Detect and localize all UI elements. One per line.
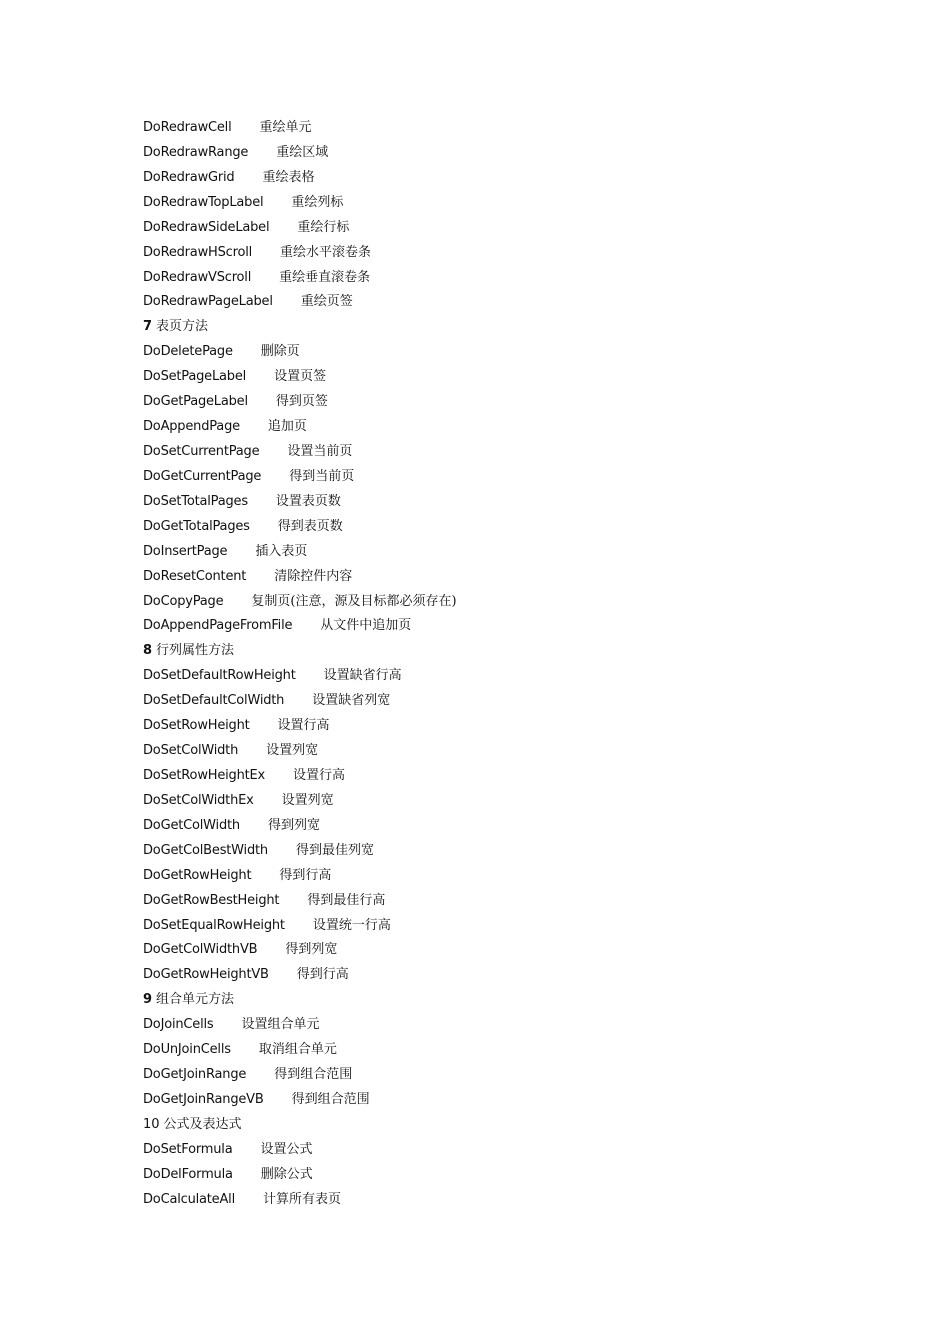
method-name: DoGetColWidthVB bbox=[143, 942, 258, 958]
method-entry bbox=[143, 490, 903, 515]
method-entry bbox=[143, 914, 903, 939]
method-name: DoGetColWidth bbox=[143, 817, 240, 833]
method-name: DoGetColBestWidth bbox=[143, 842, 268, 858]
method-description: 得到表页数 bbox=[277, 518, 343, 534]
method-description: 设置列宽 bbox=[266, 743, 319, 759]
method-description: 清除控件内容 bbox=[274, 568, 353, 584]
method-description: 得到组合范围 bbox=[291, 1091, 370, 1107]
method-description: 删除公式 bbox=[260, 1166, 313, 1182]
method-name: DoGetTotalPages bbox=[143, 518, 250, 534]
method-entry bbox=[143, 590, 903, 615]
section-heading bbox=[143, 988, 903, 1013]
method-entry bbox=[143, 166, 903, 191]
method-entry bbox=[143, 241, 903, 266]
method-name: DoSetCurrentPage bbox=[143, 443, 260, 459]
method-entry bbox=[143, 1088, 903, 1113]
method-entry bbox=[143, 1188, 903, 1213]
method-name: DoSetColWidthEx bbox=[143, 792, 254, 808]
method-entry bbox=[143, 1038, 903, 1063]
method-entry bbox=[143, 938, 903, 963]
method-entry bbox=[143, 216, 903, 241]
method-description: 设置列宽 bbox=[281, 792, 334, 808]
method-description: 插入表页 bbox=[255, 543, 308, 559]
method-description: 设置缺省行高 bbox=[323, 668, 402, 684]
method-entry bbox=[143, 1063, 903, 1088]
method-name: DoCalculateAll bbox=[143, 1191, 235, 1207]
method-description: 重绘水平滚卷条 bbox=[280, 244, 372, 260]
method-entry bbox=[143, 864, 903, 889]
method-entry bbox=[143, 814, 903, 839]
method-entry bbox=[143, 290, 903, 315]
method-entry bbox=[143, 540, 903, 565]
method-name: DoRedrawHScroll bbox=[143, 244, 253, 260]
method-description: 得到行高 bbox=[279, 867, 332, 883]
method-description: 计算所有表页 bbox=[263, 1191, 342, 1207]
method-name: DoGetRowHeight bbox=[143, 867, 252, 883]
section-number: 10 bbox=[143, 1116, 160, 1132]
method-description: 得到组合范围 bbox=[274, 1067, 353, 1083]
method-name: DoGetJoinRange bbox=[143, 1067, 247, 1083]
section-title: 行列属性方法 bbox=[156, 643, 235, 659]
method-entry bbox=[143, 266, 903, 291]
section-title: 组合单元方法 bbox=[156, 992, 235, 1008]
method-description: 设置当前页 bbox=[287, 443, 353, 459]
method-entry bbox=[143, 1138, 903, 1163]
method-description: 得到当前页 bbox=[289, 468, 355, 484]
method-name: DoSetDefaultColWidth bbox=[143, 693, 285, 709]
method-name: DoSetRowHeightEx bbox=[143, 767, 266, 783]
method-name: DoResetContent bbox=[143, 568, 247, 584]
method-name: DoGetCurrentPage bbox=[143, 468, 262, 484]
method-name: DoRedrawGrid bbox=[143, 169, 235, 185]
section-heading bbox=[143, 315, 903, 340]
method-description: 设置公式 bbox=[260, 1141, 313, 1157]
section-title: 表页方法 bbox=[156, 319, 209, 335]
method-entry bbox=[143, 141, 903, 166]
method-description: 得到列宽 bbox=[285, 942, 338, 958]
section-title: 公式及表达式 bbox=[163, 1116, 242, 1132]
method-description: 设置组合单元 bbox=[241, 1017, 320, 1033]
method-description: 设置页签 bbox=[274, 369, 327, 385]
method-entry bbox=[143, 191, 903, 216]
method-name: DoUnJoinCells bbox=[143, 1042, 231, 1058]
method-description: 重绘单元 bbox=[259, 120, 312, 135]
method-entry bbox=[143, 340, 903, 365]
section-number: 7 bbox=[143, 319, 153, 335]
method-description: 得到最佳列宽 bbox=[295, 842, 374, 858]
method-name: DoDelFormula bbox=[143, 1166, 233, 1182]
method-name: DoDeletePage bbox=[143, 344, 233, 360]
method-name: DoGetRowBestHeight bbox=[143, 892, 280, 908]
method-entry bbox=[143, 565, 903, 590]
method-name: DoSetFormula bbox=[143, 1141, 233, 1157]
method-name: DoGetRowHeightVB bbox=[143, 967, 269, 983]
method-description: 复制页(注意，源及目标都必须存在) bbox=[251, 593, 457, 609]
method-description: 从文件中追加页 bbox=[320, 618, 412, 634]
method-name: DoAppendPage bbox=[143, 419, 240, 435]
method-description: 重绘垂直滚卷条 bbox=[279, 269, 371, 285]
method-name: DoRedrawTopLabel bbox=[143, 194, 264, 210]
method-description: 重绘行标 bbox=[297, 219, 350, 235]
document-page bbox=[143, 116, 903, 1213]
method-name: DoSetDefaultRowHeight bbox=[143, 668, 296, 684]
method-entry bbox=[143, 839, 903, 864]
method-entry bbox=[143, 390, 903, 415]
method-entry bbox=[143, 614, 903, 639]
method-entry bbox=[143, 1013, 903, 1038]
method-name: DoRedrawCell bbox=[143, 120, 232, 135]
method-name: DoGetJoinRangeVB bbox=[143, 1091, 264, 1107]
method-name: DoSetPageLabel bbox=[143, 369, 247, 385]
method-entry bbox=[143, 465, 903, 490]
method-entry bbox=[143, 764, 903, 789]
method-name: DoAppendPageFromFile bbox=[143, 618, 293, 634]
method-name: DoCopyPage bbox=[143, 593, 224, 609]
method-entry bbox=[143, 664, 903, 689]
method-description: 设置统一行高 bbox=[312, 917, 391, 933]
method-name: DoGetPageLabel bbox=[143, 394, 248, 410]
method-entry bbox=[143, 889, 903, 914]
method-name: DoRedrawVScroll bbox=[143, 269, 252, 285]
method-description: 设置行高 bbox=[277, 718, 330, 734]
section-heading bbox=[143, 639, 903, 664]
method-name: DoRedrawSideLabel bbox=[143, 219, 270, 235]
method-entry bbox=[143, 515, 903, 540]
method-name: DoRedrawRange bbox=[143, 144, 249, 160]
method-name: DoSetRowHeight bbox=[143, 718, 250, 734]
method-description: 得到行高 bbox=[296, 967, 349, 983]
method-description: 重绘列标 bbox=[291, 194, 344, 210]
method-description: 重绘表格 bbox=[262, 169, 315, 185]
method-name: DoInsertPage bbox=[143, 543, 228, 559]
method-entry bbox=[143, 689, 903, 714]
method-entry bbox=[143, 440, 903, 465]
section-heading bbox=[143, 1113, 903, 1138]
section-number: 8 bbox=[143, 643, 153, 659]
method-description: 设置表页数 bbox=[275, 493, 341, 509]
method-name: DoRedrawPageLabel bbox=[143, 294, 273, 310]
method-entry bbox=[143, 789, 903, 814]
method-entry bbox=[143, 714, 903, 739]
method-entry bbox=[143, 415, 903, 440]
method-entry bbox=[143, 1163, 903, 1188]
method-entry bbox=[143, 739, 903, 764]
method-name: DoSetColWidth bbox=[143, 743, 239, 759]
method-entry bbox=[143, 963, 903, 988]
method-name: DoJoinCells bbox=[143, 1017, 214, 1033]
method-description: 取消组合单元 bbox=[258, 1042, 337, 1058]
method-name: DoSetTotalPages bbox=[143, 493, 248, 509]
method-description: 重绘页签 bbox=[300, 294, 353, 310]
method-description: 重绘区域 bbox=[276, 144, 329, 160]
method-description: 设置缺省列宽 bbox=[312, 693, 391, 709]
method-description: 得到列宽 bbox=[267, 817, 320, 833]
method-description: 得到最佳行高 bbox=[307, 892, 386, 908]
method-description: 设置行高 bbox=[293, 767, 346, 783]
method-description: 追加页 bbox=[267, 419, 307, 435]
method-entry bbox=[143, 365, 903, 390]
method-name: DoSetEqualRowHeight bbox=[143, 917, 285, 933]
method-entry bbox=[143, 116, 903, 141]
method-description: 得到页签 bbox=[275, 394, 328, 410]
section-number: 9 bbox=[143, 992, 153, 1008]
method-description: 删除页 bbox=[260, 344, 300, 360]
